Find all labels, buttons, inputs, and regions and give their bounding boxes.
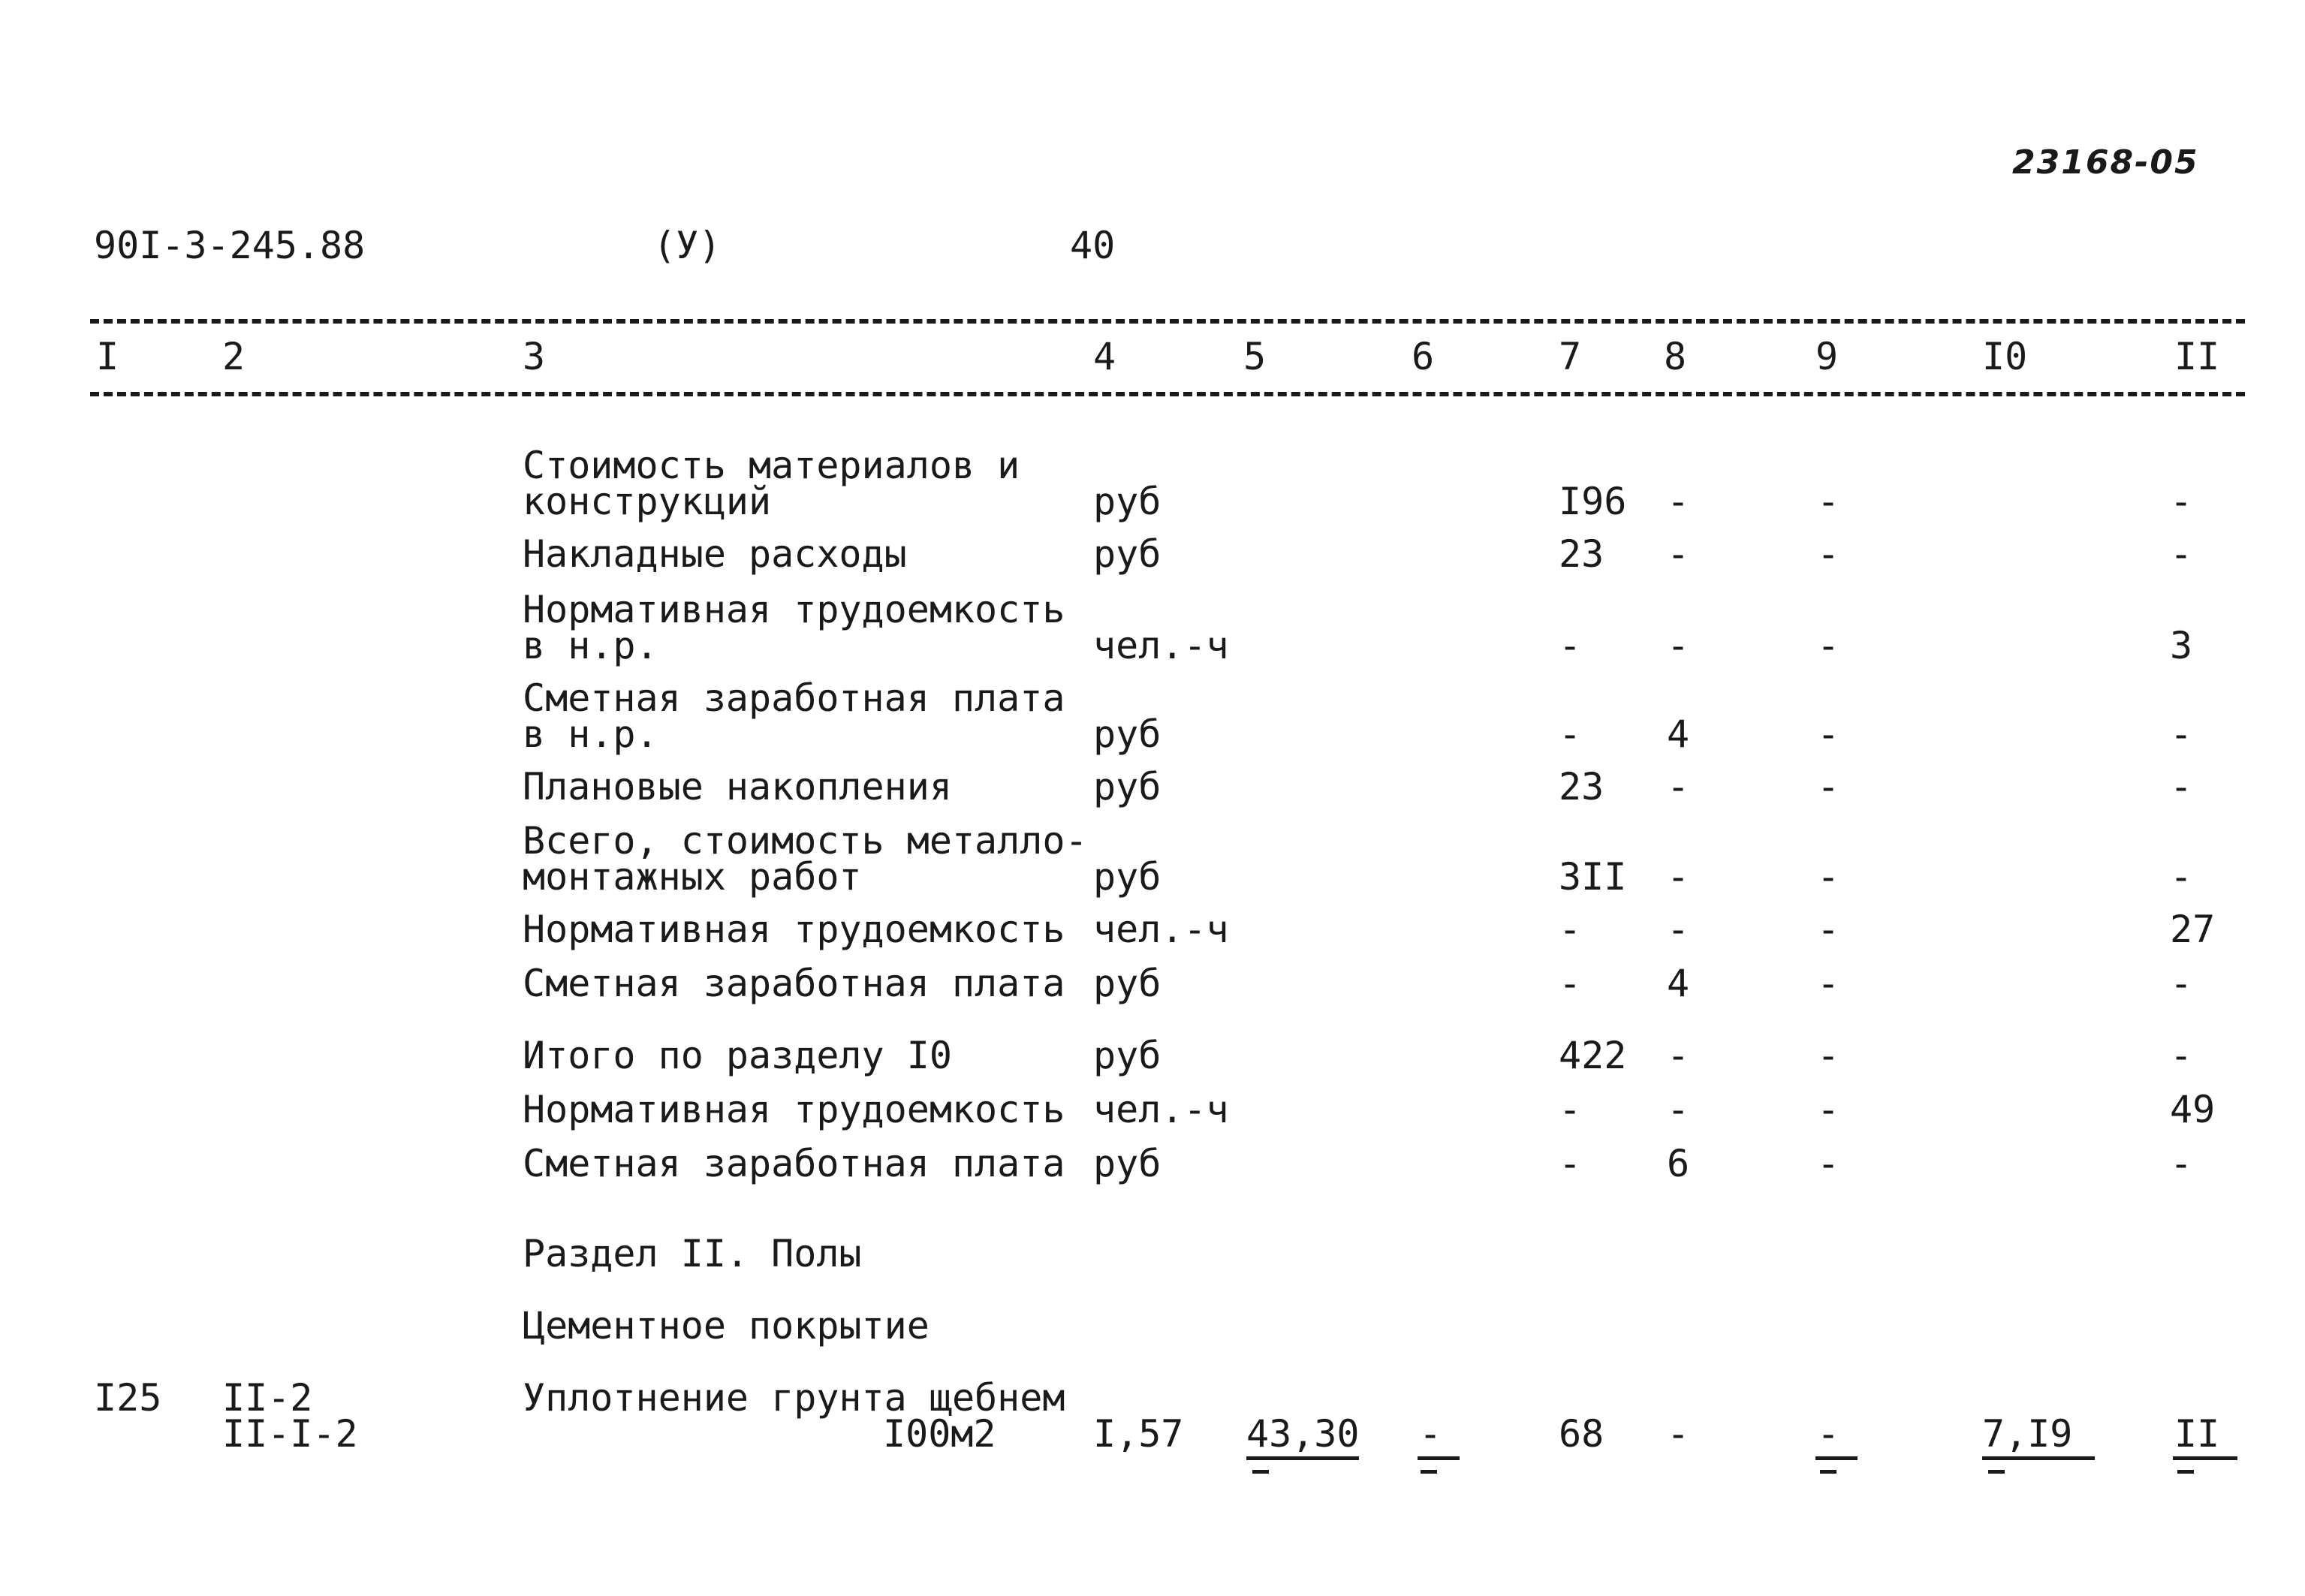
row-description: Нормативная трудоемкость [523,908,1065,951]
col-header-5: 5 [1243,335,1267,378]
doc-mark: (У) [653,224,722,267]
row-col7: 422 [1559,1034,1627,1077]
row-col8: - [1667,765,1690,809]
item-col8: - [1667,1412,1690,1456]
item-col11-mark [2177,1470,2194,1474]
row-col11: - [2170,532,2193,576]
row-col7: - [1559,624,1582,667]
row-description-cont: в н.р. [523,712,658,756]
row-unit: руб [1093,765,1162,809]
row-col9: - [1817,480,1840,523]
row-col9: - [1817,1088,1840,1131]
item-col11: II [2174,1412,2220,1456]
row-description: Нормативная трудоемкость [523,1088,1065,1131]
row-col11: - [2170,855,2193,899]
item-unit: I00м2 [883,1412,996,1456]
row-col7: I96 [1559,480,1627,523]
row-col7: 3II [1559,855,1627,899]
item-col5: 43,30 [1246,1412,1360,1456]
item-quantity: I,57 [1093,1412,1184,1456]
row-unit: руб [1093,480,1162,523]
row-col11: - [2170,1034,2193,1077]
row-col11: - [2170,480,2193,523]
item-col10-mark [1988,1470,2005,1474]
row-col7: - [1559,1088,1582,1131]
row-col11: - [2170,765,2193,809]
rule-bottom [90,392,2245,396]
row-col9: - [1817,532,1840,576]
row-description: Итого по разделу I0 [523,1034,952,1077]
item-col6: - [1419,1412,1442,1456]
row-description: Сметная заработная плата [523,676,1065,720]
row-description: Накладные расходы [523,532,907,576]
item-col9: - [1817,1412,1840,1456]
row-col7: 23 [1559,532,1604,576]
row-col9: - [1817,1142,1840,1185]
row-unit: руб [1093,855,1162,899]
row-description: Сметная заработная плата [523,962,1065,1005]
row-col7: - [1559,1142,1582,1185]
item-col9-underline [1815,1456,1858,1460]
row-col7: - [1559,712,1582,756]
item-col10-underline [1982,1456,2095,1460]
item-col6-underline [1418,1456,1460,1460]
page-number: 40 [1070,224,1116,267]
row-description: Плановые накопления [523,765,952,809]
row-col11: 3 [2170,624,2193,667]
col-header-2: 2 [222,335,246,378]
row-unit: руб [1093,712,1162,756]
row-unit: чел.-ч [1093,908,1229,951]
row-col11: - [2170,1142,2193,1185]
row-description-cont: в н.р. [523,624,658,667]
doc-code: 90I-3-245.88 [94,224,366,267]
item-description: Уплотнение грунта щебнем [523,1376,1065,1420]
col-header-8: 8 [1664,335,1687,378]
row-col9: - [1817,908,1840,951]
col-header-10: I0 [1982,335,2028,378]
row-description: Стоимость материалов и [523,444,1020,487]
row-unit: чел.-ч [1093,1088,1229,1131]
item-col10: 7,I9 [1982,1412,2073,1456]
row-col11: 27 [2170,908,2216,951]
col-header-6: 6 [1412,335,1435,378]
item-col6-mark [1421,1470,1437,1474]
doc-number: 23168-05 [2012,143,2199,182]
row-unit: руб [1093,532,1162,576]
item-col11-underline [2173,1456,2237,1460]
row-col8: - [1667,624,1690,667]
section-title: Раздел II. Полы [523,1232,862,1275]
row-col9: - [1817,962,1840,1005]
col-header-4: 4 [1093,335,1116,378]
row-description-cont: конструкций [523,480,772,523]
row-col8: - [1667,532,1690,576]
row-unit: руб [1093,962,1162,1005]
row-col8: - [1667,855,1690,899]
row-col8: - [1667,1088,1690,1131]
row-col9: - [1817,624,1840,667]
item-code-2: II-I-2 [222,1412,358,1456]
row-col8: - [1667,1034,1690,1077]
col-header-9: 9 [1815,335,1839,378]
row-unit: руб [1093,1034,1162,1077]
item-col5-mark [1252,1470,1269,1474]
subsection-title: Цементное покрытие [523,1304,930,1348]
col-header-3: 3 [523,335,546,378]
row-col11: - [2170,962,2193,1005]
col-header-1: I [96,335,119,378]
row-col9: - [1817,765,1840,809]
row-col11: - [2170,712,2193,756]
row-unit: чел.-ч [1093,624,1229,667]
row-unit: руб [1093,1142,1162,1185]
col-header-7: 7 [1559,335,1582,378]
row-description: Нормативная трудоемкость [523,588,1065,631]
row-col8: 6 [1667,1142,1690,1185]
item-col7: 68 [1559,1412,1604,1456]
item-col5-underline [1246,1456,1359,1460]
row-col7: - [1559,962,1582,1005]
row-col8: - [1667,908,1690,951]
row-col7: - [1559,908,1582,951]
row-col7: 23 [1559,765,1604,809]
row-description: Всего, стоимость металло- [523,819,1088,863]
item-code-1: II-2 [222,1376,313,1420]
row-col9: - [1817,855,1840,899]
row-description: Сметная заработная плата [523,1142,1065,1185]
row-col9: - [1817,1034,1840,1077]
row-col8: 4 [1667,962,1690,1005]
row-col8: - [1667,480,1690,523]
row-col8: 4 [1667,712,1690,756]
col-header-11: II [2174,335,2220,378]
item-number: I25 [94,1376,162,1420]
row-col11: 49 [2170,1088,2216,1131]
item-col9-mark [1820,1470,1836,1474]
row-col9: - [1817,712,1840,756]
row-description-cont: монтажных работ [523,855,862,899]
rule-top [90,319,2245,324]
